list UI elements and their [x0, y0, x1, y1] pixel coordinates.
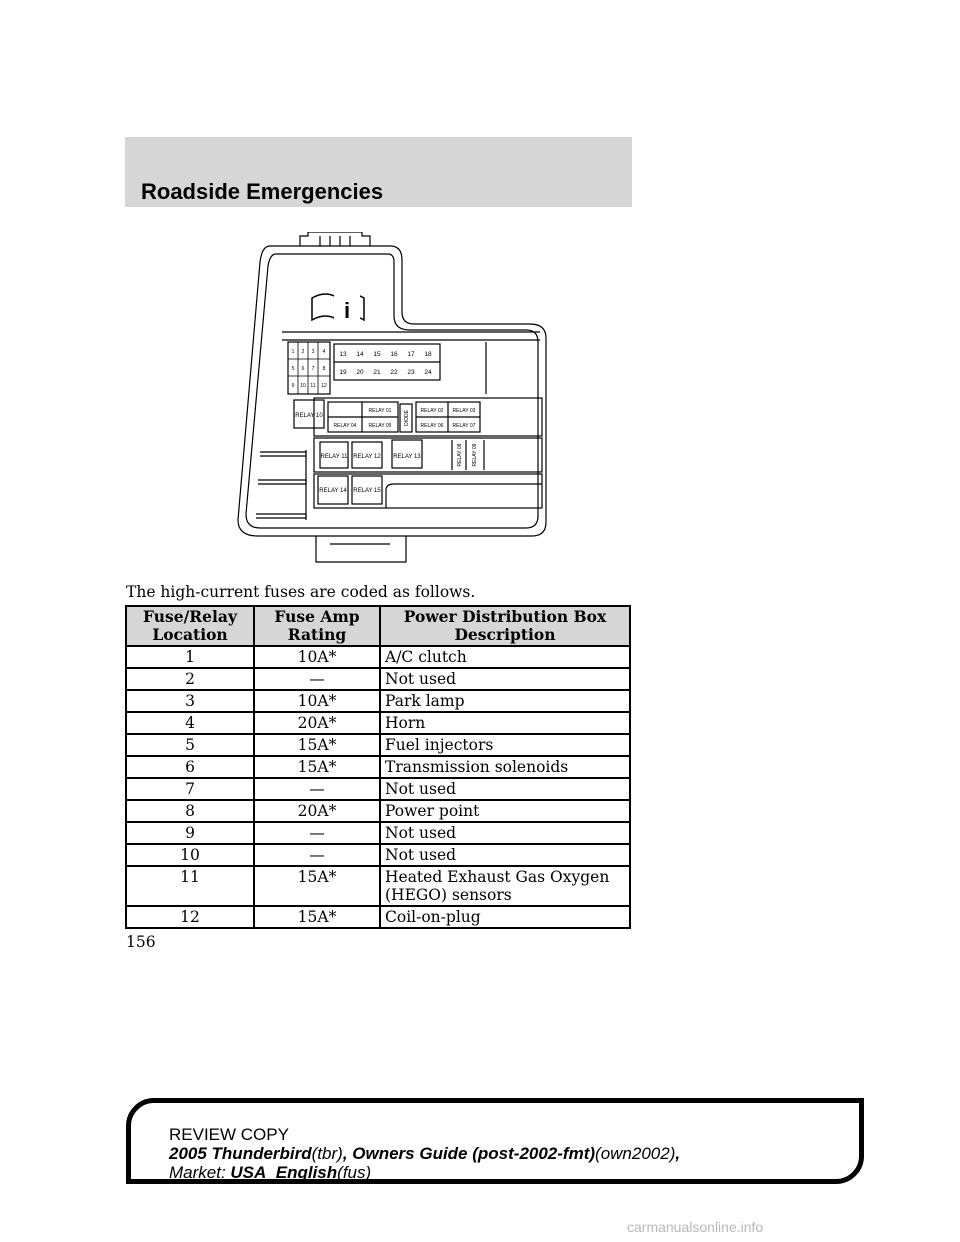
fuse-18-label: 18: [424, 351, 432, 358]
fuse-22-label: 22: [390, 369, 398, 376]
fuse-box-diagram: [230, 232, 550, 572]
fuse-6-label: 6: [301, 366, 305, 372]
relay-14-label: RELAY 14: [319, 488, 347, 494]
table-row: 6 15A* Transmission solenoids: [126, 756, 630, 778]
table-row: 10 — Not used: [126, 844, 630, 866]
table-row: 5 15A* Fuel injectors: [126, 734, 630, 756]
watermark: carmanualsonline.info: [627, 1219, 764, 1235]
relay-06-label: RELAY 06: [420, 423, 444, 429]
header-location: Fuse/Relay Location: [126, 606, 254, 646]
fuse-7-label: 7: [311, 366, 315, 372]
section-header: [125, 137, 632, 207]
fuse-21-label: 21: [373, 369, 381, 376]
fuse-20-label: 20: [356, 369, 364, 376]
model-name: 2005 Thunderbird: [169, 1144, 312, 1163]
relay-09-label: RELAY 09: [472, 443, 478, 467]
table-row: 2 — Not used: [126, 668, 630, 690]
table-row: 8 20A* Power point: [126, 800, 630, 822]
fuse-11-label: 11: [310, 383, 316, 389]
fuse-1-label: 1: [291, 349, 295, 355]
review-copy-footer: REVIEW COPY 2005 Thunderbird(tbr), Owners Guide (post-2002-fmt)(own2002), Market: USA_English(fus): [126, 1098, 864, 1184]
fuse-19-label: 19: [339, 369, 347, 376]
relay-13-label: RELAY 13: [393, 454, 421, 460]
table-row: 3 10A* Park lamp: [126, 690, 630, 712]
relay-11-label: RELAY 11: [320, 454, 348, 460]
table-row: 12 15A* Coil-on-plug: [126, 906, 630, 928]
guide-name: Owners Guide (post-2002-fmt): [352, 1144, 596, 1163]
fuse-2-label: 2: [301, 349, 305, 355]
fuse-4-label: 4: [322, 349, 326, 355]
fuse-12-label: 12: [321, 383, 327, 389]
fuse-8-label: 8: [322, 366, 326, 372]
relay-02-label: RELAY 02: [420, 408, 444, 414]
relay-03-label: RELAY 03: [452, 408, 476, 414]
relay-07-label: RELAY 07: [452, 423, 476, 429]
fuse-10-label: 10: [300, 383, 306, 389]
fuse-3-label: 3: [311, 349, 315, 355]
table-row: 9 — Not used: [126, 822, 630, 844]
fuse-23-label: 23: [407, 369, 415, 376]
market-name: USA_English: [230, 1163, 338, 1182]
header-amp: Fuse Amp Rating: [254, 606, 380, 646]
info-manual-icon: [312, 290, 364, 324]
svg-text:i: i: [343, 298, 351, 323]
relay-01-label: RELAY 01: [368, 408, 392, 414]
table-header-row: [126, 606, 630, 646]
relay-04-label: RELAY 04: [333, 423, 357, 429]
fuse-9-label: 9: [291, 383, 295, 389]
fuse-15-label: 15: [373, 351, 381, 358]
table-row: 7 — Not used: [126, 778, 630, 800]
header-description: Power Distribution Box Description: [380, 606, 630, 646]
intro-text: The high-current fuses are coded as follows.: [126, 583, 476, 601]
fuse-24-label: 24: [424, 369, 432, 376]
table-row: 11 15A* Heated Exhaust Gas Oxygen (HEGO) sensors: [126, 866, 630, 906]
fuse-5-label: 5: [291, 366, 295, 372]
relay-15-label: RELAY 15: [353, 488, 381, 494]
relay-10-label: RELAY 10: [295, 413, 323, 419]
fuse-13-label: 13: [339, 351, 347, 358]
relay-12-label: RELAY 12: [353, 454, 381, 460]
relay-08-label: RELAY 08: [457, 443, 463, 467]
table-row: 4 20A* Horn: [126, 712, 630, 734]
fuse-table: [125, 605, 631, 929]
diode-label: DIODE: [404, 410, 410, 426]
fuse-17-label: 17: [407, 351, 415, 358]
relay-05-label: RELAY 05: [368, 423, 392, 429]
section-title: Roadside Emergencies: [141, 179, 384, 204]
fuse-16-label: 16: [390, 351, 398, 358]
table-row: 1 10A* A/C clutch: [126, 646, 630, 668]
fuse-14-label: 14: [356, 351, 364, 358]
review-copy-label: REVIEW COPY: [169, 1125, 289, 1144]
page-number: 156: [126, 933, 156, 951]
